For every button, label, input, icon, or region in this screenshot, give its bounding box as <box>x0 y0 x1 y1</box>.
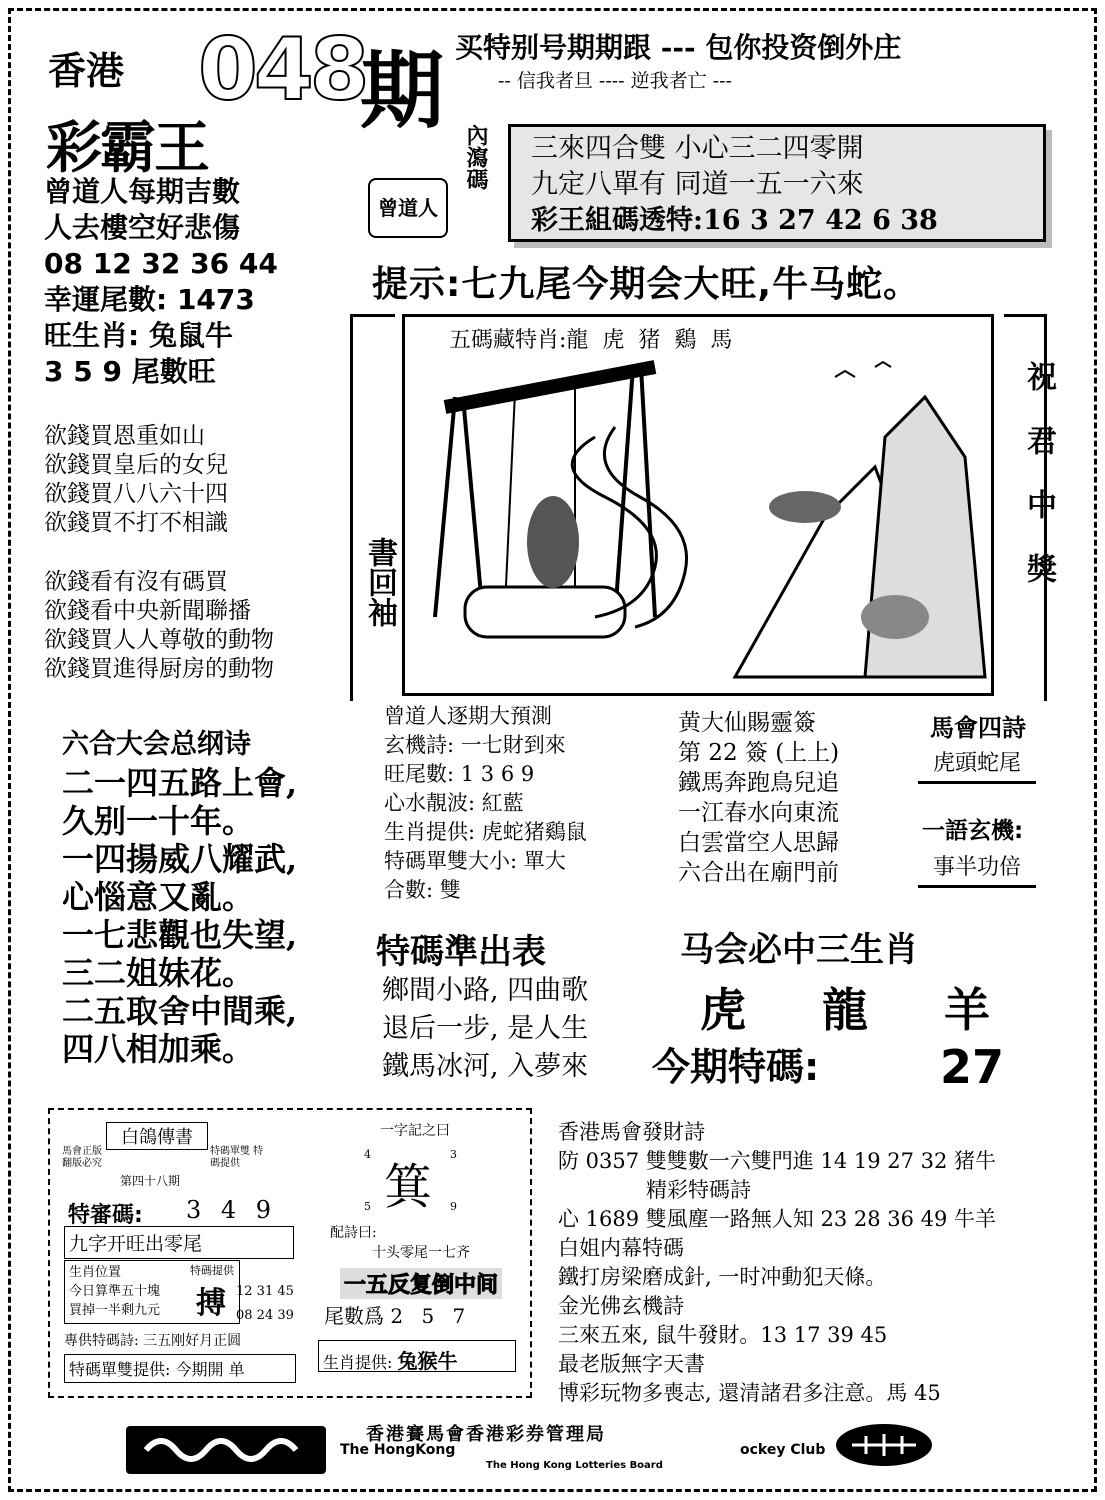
prediction-line: 心水靚波: 紅藍 <box>384 791 524 815</box>
horse-poem-title: 馬會四詩 <box>930 714 1026 742</box>
intro-line: 人去樓空好悲傷 <box>44 211 241 244</box>
word-box-title: 一字記之曰 <box>380 1123 450 1139</box>
zodiac-value: 兔鼠牛 <box>148 319 233 352</box>
zodiac-animal: 龍 <box>822 983 868 1037</box>
poem-line: 三二姐妹花。 <box>62 954 255 992</box>
crane-left-small: 馬會正版 翻版必究 <box>62 1146 102 1169</box>
zodiac-animal: 虎 <box>700 983 746 1037</box>
prediction-line: 曾道人逐期大預測 <box>384 704 552 728</box>
hint-line: 提示:七九尾今期会大旺,牛马蛇。 <box>372 264 921 305</box>
zodiac-animal: 羊 <box>944 983 990 1037</box>
crane-provide-label: 特碼提供 <box>190 1264 234 1277</box>
leak-line3-label: 彩王組碼透特 <box>531 205 693 236</box>
white-crane-box <box>48 1108 532 1398</box>
wong-tai-sin-block <box>678 708 839 888</box>
crane-odd-even: 特碼單雙提供: 今期開 单 <box>64 1354 296 1383</box>
swing-rope <box>505 392 515 607</box>
word-zodiac-value: 兔猴牛 <box>397 1349 458 1373</box>
mystic-title: 一語玄機: <box>922 818 1024 844</box>
three-zodiac-animals <box>700 974 990 1040</box>
word-poem-label: 配詩曰: <box>330 1225 377 1241</box>
stamp-box <box>368 178 448 238</box>
swing-post <box>435 397 455 617</box>
leak-side-text: 內瀉碼 <box>463 124 489 190</box>
riddles-group1 <box>44 422 228 538</box>
poem-line: 四八相加乘。 <box>62 1030 255 1068</box>
wts-line: 第 22 簽 (上上) <box>678 740 840 766</box>
issue-number: 048 <box>198 20 366 120</box>
three-zodiac-title: 马会必中三生肖 <box>680 930 918 970</box>
riddle-line: 欲錢買人人尊敬的動物 <box>44 627 274 653</box>
issue-qi: 期 <box>360 42 445 140</box>
crane-pos-label: 生肖位置 <box>69 1265 122 1280</box>
poem-line: 二五取舍中間乘, <box>62 992 298 1030</box>
riddle-line: 欲錢買不打不相識 <box>44 510 228 536</box>
crane-poem-line: 專供特碼詩: 三五刚好月正圆 <box>64 1333 242 1349</box>
wts-line: 白雲當空人思歸 <box>678 830 839 856</box>
footer-chinese: 香港賽馬會香港彩券管理局 <box>366 1424 606 1445</box>
crane-nums-line: 12 31 45 <box>236 1284 294 1299</box>
right-line: 最老版無字天書 <box>558 1352 705 1376</box>
crane-pos-line: 今日算準五十塊 <box>69 1284 161 1299</box>
word-corner: 4 <box>364 1148 371 1161</box>
picture-left-vertical: 書回袖 <box>362 537 397 627</box>
right-line: 香港馬會發財詩 <box>558 1120 705 1144</box>
footer-logo-right <box>836 1424 932 1466</box>
riddle-line: 欲錢買八八六十四 <box>44 481 228 507</box>
right-line: 防 0357 雙雙數一六雙門進 14 19 27 32 猪牛 <box>558 1149 997 1173</box>
word-poem-line: 十头零尾一七齐 <box>372 1245 470 1261</box>
riddles-group2 <box>44 568 274 684</box>
picture-right-vertical: 祝君中獎 <box>1021 361 1056 617</box>
swing-post <box>641 367 655 617</box>
word-corner: 3 <box>450 1148 457 1161</box>
right-line: 精彩特碼詩 <box>646 1178 751 1202</box>
special-table-lines <box>382 972 588 1086</box>
leak-line1: 三來四合雙 小心三二四零開 <box>531 133 864 164</box>
lotteries-logo-icon <box>836 1424 932 1466</box>
riddle-line: 欲錢買進得厨房的動物 <box>44 656 274 682</box>
poem-six-lines <box>62 764 297 1068</box>
tiger-creature <box>861 595 929 639</box>
special-table-title: 特碼準出表 <box>376 932 546 972</box>
swing-log <box>465 587 625 637</box>
swing-beam <box>445 367 655 407</box>
right-line: 白姐内幕特碼 <box>558 1236 684 1260</box>
picture-right-bar <box>1004 314 1056 701</box>
right-line: 三來五來, 鼠牛發財。13 17 39 45 <box>558 1323 888 1347</box>
poem-line: 久别一十年。 <box>62 802 255 840</box>
picture-frame <box>402 314 994 696</box>
tail-line: 3 5 9 尾數旺 <box>44 355 216 388</box>
intro-block <box>44 174 278 390</box>
tail-value: 2 5 7 <box>390 1304 472 1328</box>
right-block <box>558 1118 996 1408</box>
tail-label: 尾數爲 <box>324 1304 384 1328</box>
poem-line: 心惱意又亂。 <box>62 878 255 916</box>
wts-line: 六合出在廟門前 <box>678 860 839 886</box>
wts-line: 一江春水向東流 <box>678 800 839 826</box>
crane-pos-line: 買掉一半剩九元 <box>69 1303 161 1318</box>
special-line: 鐵馬冰河, 入夢來 <box>382 1051 589 1082</box>
footer-english2: ockey Club <box>740 1442 826 1458</box>
lucky-tail-label: 幸運尾數: <box>44 283 168 316</box>
riddle-line: 欲錢看有沒有碼買 <box>44 569 228 595</box>
prediction-line: 旺尾數: 1 3 6 9 <box>384 762 535 786</box>
prediction-line: 生肖提供: 虎蛇猪鷄鼠 <box>384 820 587 844</box>
footer-english3: The Hong Kong Lotteries Board <box>486 1460 663 1471</box>
leak-line3-value: :16 3 27 42 6 38 <box>693 205 938 236</box>
prediction-line: 特碼單雙大小: 單大 <box>384 849 566 873</box>
crane-right-small: 特碼單雙 特碼提供 <box>210 1146 264 1169</box>
brand-title: 彩霸王 <box>46 116 208 181</box>
right-line: 金光佛玄機詩 <box>558 1294 684 1318</box>
lucky-tail-value: 1473 <box>176 283 255 316</box>
monkey <box>527 496 579 588</box>
header-slogan: 买特别号期期跟 --- 包你投资倒外庄 <box>455 31 902 64</box>
footer-logo-left <box>126 1426 326 1474</box>
horse-poem-value: 虎頭蛇尾 <box>918 746 1036 784</box>
hkjc-logo-icon <box>126 1426 326 1474</box>
wts-line: 鐵馬奔跑鳥兒追 <box>678 770 839 796</box>
special-code-label: 今期特碼: <box>652 1045 820 1089</box>
special-line: 退后一步, 是人生 <box>382 1013 589 1044</box>
leak-line2: 九定八單有 同道一五一六來 <box>531 169 864 200</box>
crane-nums-line: 08 24 39 <box>236 1308 294 1323</box>
poem-six-title: 六合大会总纲诗 <box>62 729 251 760</box>
word-zodiac-label: 生肖提供: <box>323 1353 393 1372</box>
landscape-illustration <box>405 317 991 693</box>
stamp-text: 曾道人 <box>378 196 438 220</box>
word-corner: 9 <box>450 1200 457 1213</box>
crane-nine-line: 九字开旺出零尾 <box>64 1226 294 1259</box>
poem-line: 一七悲觀也失望, <box>62 916 298 954</box>
crane-te-label: 特審碼: <box>68 1203 143 1228</box>
picture-caption: 五碼藏特肖:龍 虎 猪 鷄 馬 <box>449 328 733 353</box>
mystic-value: 事半功倍 <box>918 850 1036 888</box>
zodiac-label: 旺生肖: <box>44 319 140 352</box>
reverse-line: 一五反复倒中间 <box>340 1268 502 1299</box>
poem-line: 二一四五路上會, <box>62 764 298 802</box>
riddle-line: 欲錢買皇后的女兒 <box>44 452 228 478</box>
footer-english1: The HongKong <box>340 1442 456 1458</box>
crane-nums <box>236 1280 294 1328</box>
crane-provide-char: 搏 <box>196 1286 226 1321</box>
riddle-line: 欲錢買恩重如山 <box>44 423 205 449</box>
crane-te-value: 3 4 9 <box>186 1196 278 1224</box>
prediction-line: 合數: 雙 <box>384 878 461 902</box>
leak-box <box>508 124 1046 242</box>
swing-post <box>463 397 483 617</box>
word-zodiac-box <box>318 1340 516 1372</box>
lucky-numbers: 08 12 32 36 44 <box>44 247 278 280</box>
leak-side-label <box>458 124 494 190</box>
crane-issue: 第四十八期 <box>120 1174 181 1188</box>
header-slogan-sub: -- 信我者旦 ---- 逆我者亡 --- <box>498 70 732 92</box>
right-line: 博彩玩物多喪志, 還清諸君多注意。馬 45 <box>558 1381 941 1405</box>
word-big-char: 箕 <box>384 1159 433 1215</box>
wts-line: 黄大仙賜靈簽 <box>678 710 816 736</box>
birds <box>835 362 891 377</box>
poem-line: 一四揚威八耀武, <box>62 840 298 878</box>
word-corner: 5 <box>364 1200 371 1213</box>
picture-left-bar <box>350 314 395 701</box>
special-code-value: 27 <box>940 1040 1005 1094</box>
riddle-line: 欲錢看中央新聞聯播 <box>44 598 251 624</box>
prediction-block <box>384 702 587 905</box>
header-hk: 香港 <box>48 49 125 93</box>
right-line: 鐵打房梁磨成針, 一时冲動犯天條。 <box>558 1265 887 1289</box>
prediction-line: 玄機詩: 一七財到來 <box>384 733 566 757</box>
intro-line: 曾道人每期吉數 <box>44 175 241 208</box>
right-line: 心 1689 雙風塵一路無人知 23 28 36 49 牛羊 <box>558 1207 997 1231</box>
dragon-creature <box>769 491 841 523</box>
special-line: 鄉間小路, 四曲歌 <box>382 975 589 1006</box>
crane-title: 白鴿傳書 <box>106 1122 208 1150</box>
